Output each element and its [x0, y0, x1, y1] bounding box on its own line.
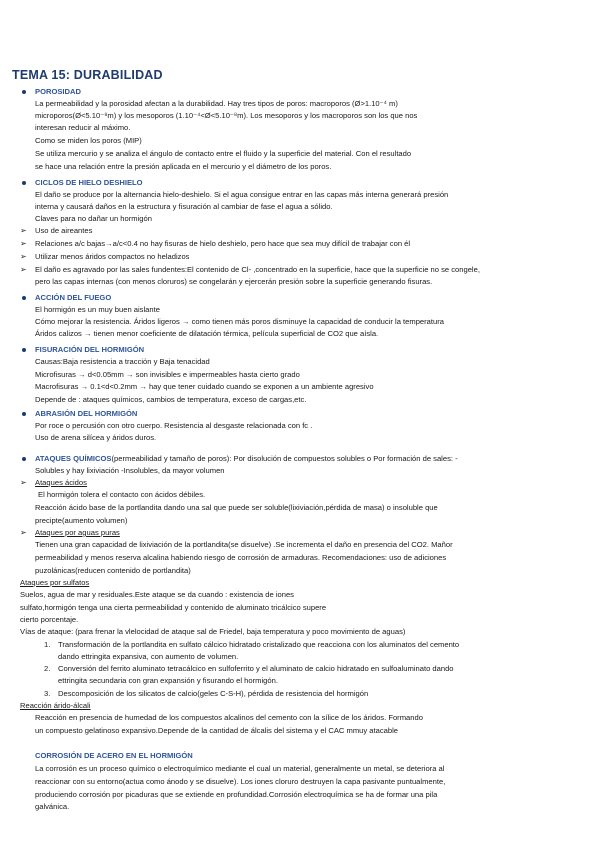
section-heading-abrasion: ABRASIÓN DEL HORMIGÓN	[35, 409, 138, 418]
paragraph-line: Por roce o percusión con otro cuerpo. Resistencia al desgaste relacionada con fc .	[35, 421, 313, 430]
paragraph-line: El hormigón es un muy buen aislante	[35, 305, 160, 314]
numbered-item-line: dando ettringita expansiva, con aumento de volumen.	[58, 652, 239, 661]
subheading-sulfatos: Ataques por sulfatos	[20, 578, 90, 587]
paragraph-line: precipte(aumento volumen)	[35, 516, 128, 525]
bullet-dot-icon	[22, 348, 26, 352]
quimicos-heading-rest: (permeabilidad y tamaño de poros): Por disolución de compuestos solubles o Por formación de sales: -	[111, 454, 458, 463]
paragraph-line: interesan reducir al máximo.	[35, 123, 131, 132]
paragraph-line: La corrosión es un proceso químico o electroquímico mediante el cual un material, generalmente un metal, se deteriora al	[35, 764, 445, 773]
paragraph-line: se hace una relación entre la presión aplicada en el mercurio y el diámetro de los poros.	[35, 162, 332, 171]
subheading-aguas-puras: Ataques por aguas puras	[35, 528, 120, 537]
paragraph-line: puzolánicas(reducen contenido de portlandita)	[35, 566, 191, 575]
numbered-item-line: ettringita secundaria con gran expansión y fisurando el hormigón.	[58, 676, 278, 685]
paragraph-line: El hormigón tolera el contacto con ácidos débiles.	[38, 490, 206, 499]
subheading-arido-alcali: Reacción árido-álcali	[20, 701, 91, 710]
paragraph-line: microporos(Ø<5.10⁻⁸m) y los mesoporos (1.10⁻⁴<Ø<5.10⁻⁸m). Los mesoporos y los macroporos son los que nos	[35, 111, 418, 120]
section-heading-ciclos: CICLOS DE HIELO DESHIELO	[35, 178, 143, 187]
subheading-acidos: Ataques ácidos	[35, 478, 87, 487]
list-item-continuation: pero las capas internas (con menos cloruros) se congelarán y ejercerán presión sobre la superficie generando fisuras.	[35, 277, 433, 286]
paragraph-line: Reacción en presencia de humedad de los compuestos alcalinos del cemento con la sílice de los áridos. Formando	[35, 713, 423, 722]
paragraph-line: Se utiliza mercurio y se analiza el ángulo de contacto entre el fluido y la superficie del material. Con el resultado	[35, 149, 412, 158]
paragraph-line: Depende de : ataques químicos, cambios de temperatura, exceso de cargas,etc.	[35, 395, 307, 404]
numbered-item-line: Transformación de la portlandita en sulfato cálcico hidratado cristalizado que reacciona con los aluminatos del cemento	[58, 640, 460, 649]
bullet-dot-icon	[22, 412, 26, 416]
paragraph-line: El daño se produce por la alternancia hielo-deshielo. Si el agua consigue entrar en las capas más interna generará presión	[35, 190, 449, 199]
arrow-bullet-icon: ➢	[20, 239, 27, 248]
arrow-bullet-icon: ➢	[20, 478, 27, 487]
arrow-bullet-icon: ➢	[20, 226, 27, 235]
page-title: TEMA 15: DURABILIDAD	[12, 68, 163, 82]
paragraph-line: reaccionar con su entorno(actua como ánodo y se disuelve). Los iones cloruro destruyen la capa pasivante puntualmente,	[35, 777, 446, 786]
list-item: Uso de aireantes	[35, 226, 93, 235]
section-heading-fisuracion: FISURACIÓN DEL HORMIGÓN	[35, 345, 145, 354]
paragraph-line: un compuesto gelatinoso expansivo.Depende de la cantidad de álcalis del sistema y el CAC mmuy atacable	[35, 726, 399, 735]
paragraph-line: Áridos calizos → tienen menor coeficiente de dilatación térmica, película superficial de CO2 que aísla.	[35, 329, 379, 338]
list-item: El daño es agravado por las sales fundentes:El contenido de Cl- ,concentrado en la superficie, hace que la superficie no se congele,	[35, 265, 480, 274]
paragraph-line: sulfato,hormigón tenga una cierta permeabilidad y contenido de aluminato tricálcico supere	[20, 603, 327, 612]
list-number: 1.	[44, 640, 51, 649]
paragraph-line: permeabilidad y menos reserva alcalina habiendo riesgo de corrosión de armaduras. Recomendaciones: uso de adiciones	[35, 553, 447, 562]
paragraph-line: cierto porcentaje.	[20, 615, 79, 624]
section-heading-corrosion: CORROSIÓN DE ACERO EN EL HORMIGÓN	[35, 751, 193, 760]
paragraph-line: La permeabilidad y la porosidad afectan a la durabilidad. Hay tres tipos de poros: macroporos (Ø>1.10⁻⁴ m)	[35, 99, 398, 108]
section-heading-quimicos	[35, 454, 458, 464]
paragraph-line: Microfisuras → d<0.05mm → son invisibles e impermeables hasta cierto grado	[35, 370, 300, 379]
list-number: 2.	[44, 664, 51, 673]
numbered-item-line: Descomposición de los silicatos de calcio(geles C-S-H), pérdida de resistencia del hormigón	[58, 689, 369, 698]
paragraph-line: interna y causará daños en la estructura y fisuración al cambiar de fase el agua a sólido.	[35, 202, 333, 211]
paragraph-line: produciendo corrosión por picaduras que se extiende en profundidad.Corrosión electroquímica se ha de formar una pila	[35, 790, 438, 799]
arrow-bullet-icon: ➢	[20, 265, 27, 274]
paragraph-line: Tienen una gran capacidad de lixiviación de la portlandita(se disuelve) .Se incrementa el daño en presencia del CO2. Mañor	[35, 540, 453, 549]
paragraph-line: Reacción ácido base de la portlandita dando una sal que puede ser soluble(lixiviación,pérdida de masa) o insoluble que	[35, 503, 438, 512]
bullet-dot-icon	[22, 457, 26, 461]
arrow-bullet-icon: ➢	[20, 252, 27, 261]
list-number: 3.	[44, 689, 51, 698]
paragraph-line: Vías de ataque: (para frenar la vlelocidad de ataque sal de Friedel, baja temperatura y poco movimiento de aguas)	[20, 627, 406, 636]
bullet-dot-icon	[22, 90, 26, 94]
quimicos-heading-label: ATAQUES QUÍMICOS	[35, 454, 112, 463]
section-heading-porosidad: POROSIDAD	[35, 87, 81, 96]
paragraph-line: Suelos, agua de mar y residuales.Este ataque se da cuando : existencia de iones	[20, 590, 294, 599]
paragraph-line: Macrofisuras → 0.1<d<0.2mm → hay que tener cuidado cuando se exponen a un ambiente agresivo	[35, 382, 374, 391]
bullet-dot-icon	[22, 181, 26, 185]
bullet-dot-icon	[22, 296, 26, 300]
paragraph-line: galvánica.	[35, 802, 70, 811]
list-item: Relaciones a/c bajas→a/c<0.4 no hay fisuras de hielo deshielo, pero hace que sea muy difícil de trabajar con él	[35, 239, 411, 248]
paragraph-line: Uso de arena silícea y áridos duros.	[35, 433, 157, 442]
paragraph-line: Cómo mejorar la resistencia. Áridos ligeros → como tienen más poros disminuye la capacidad de conducir la temperatura	[35, 317, 444, 326]
paragraph-line: Claves para no dañar un hormigón	[35, 214, 152, 223]
paragraph-line: Solubles y hay lixiviación -Insolubles, da mayor volumen	[35, 466, 225, 475]
paragraph-line: Como se miden los poros (MIP)	[35, 136, 142, 145]
arrow-bullet-icon: ➢	[20, 528, 27, 537]
paragraph-line: Causas:Baja resistencia a tracción y Baja tenacidad	[35, 357, 210, 366]
list-item: Utilizar menos áridos compactos no heladizos	[35, 252, 190, 261]
section-heading-fuego: ACCIÓN DEL FUEGO	[35, 293, 112, 302]
numbered-item-line: Conversión del ferrito aluminato tetracálcico en sulfoferrito y el aluminato de calcio hidratado en sulfoaluminato dando	[58, 664, 454, 673]
